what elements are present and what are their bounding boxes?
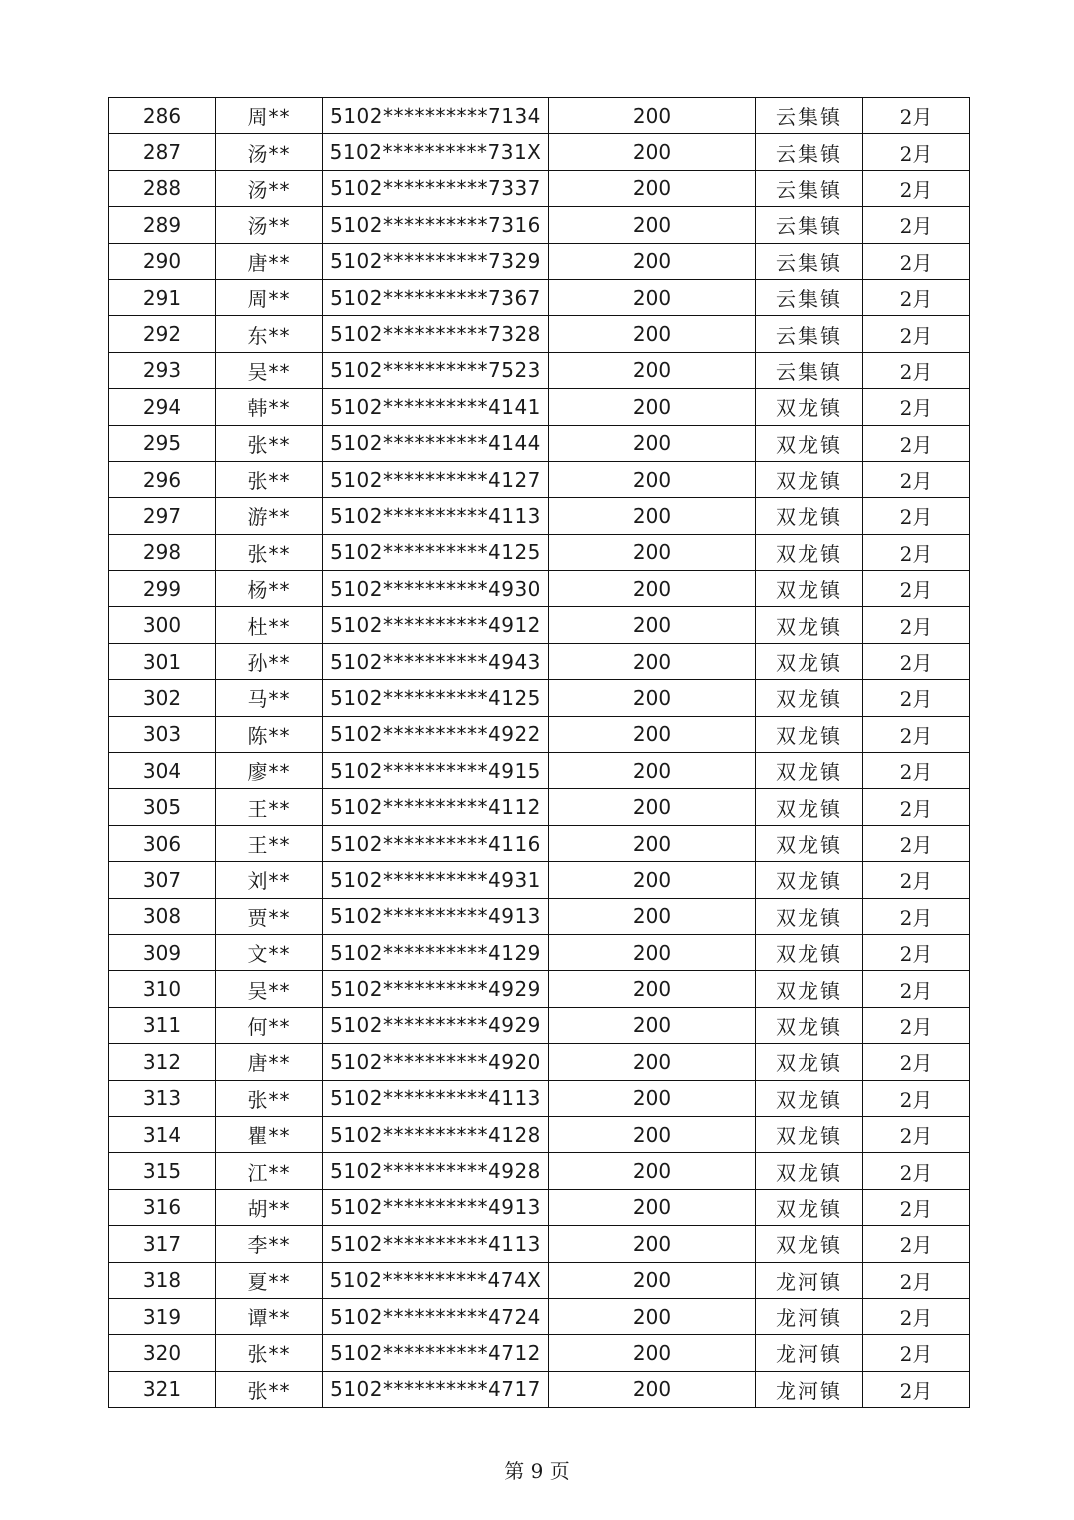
table-row — [109, 898, 970, 934]
town-cell: 龙河镇 — [756, 1335, 863, 1371]
month-cell: 2月 — [863, 98, 970, 134]
id-number-cell: 5102**********7134 — [323, 98, 549, 134]
table-row — [109, 1153, 970, 1189]
row-number-cell: 314 — [109, 1116, 216, 1152]
month-cell: 2月 — [863, 279, 970, 315]
town-cell: 双龙镇 — [756, 862, 863, 898]
table-row — [109, 1298, 970, 1334]
amount-cell: 200 — [549, 1007, 756, 1043]
month-cell: 2月 — [863, 243, 970, 279]
amount-cell: 200 — [549, 716, 756, 752]
town-cell: 双龙镇 — [756, 934, 863, 970]
amount-cell: 200 — [549, 934, 756, 970]
amount-cell: 200 — [549, 643, 756, 679]
table-row — [109, 716, 970, 752]
town-cell: 双龙镇 — [756, 753, 863, 789]
table-row — [109, 571, 970, 607]
name-cell: 瞿** — [216, 1116, 323, 1152]
month-cell: 2月 — [863, 934, 970, 970]
row-number-cell: 300 — [109, 607, 216, 643]
table-row — [109, 134, 970, 170]
name-cell: 杜** — [216, 607, 323, 643]
name-cell: 唐** — [216, 1044, 323, 1080]
id-number-cell: 5102**********4930 — [323, 571, 549, 607]
amount-cell: 200 — [549, 425, 756, 461]
town-cell: 双龙镇 — [756, 1044, 863, 1080]
month-cell: 2月 — [863, 680, 970, 716]
amount-cell: 200 — [549, 1116, 756, 1152]
id-number-cell: 5102**********4929 — [323, 971, 549, 1007]
amount-cell: 200 — [549, 571, 756, 607]
id-number-cell: 5102**********4943 — [323, 643, 549, 679]
amount-cell: 200 — [549, 389, 756, 425]
month-cell: 2月 — [863, 170, 970, 206]
town-cell: 云集镇 — [756, 279, 863, 315]
name-cell: 吴** — [216, 352, 323, 388]
table-row — [109, 534, 970, 570]
town-cell: 云集镇 — [756, 134, 863, 170]
id-number-cell: 5102**********4717 — [323, 1371, 549, 1407]
town-cell: 双龙镇 — [756, 1116, 863, 1152]
town-cell: 云集镇 — [756, 243, 863, 279]
amount-cell: 200 — [549, 753, 756, 789]
table-row — [109, 680, 970, 716]
amount-cell: 200 — [549, 898, 756, 934]
amount-cell: 200 — [549, 316, 756, 352]
amount-cell: 200 — [549, 134, 756, 170]
row-number-cell: 297 — [109, 498, 216, 534]
table-row — [109, 1044, 970, 1080]
id-number-cell: 5102**********7316 — [323, 207, 549, 243]
month-cell: 2月 — [863, 1226, 970, 1262]
table-row — [109, 753, 970, 789]
table-row — [109, 643, 970, 679]
name-cell: 文** — [216, 934, 323, 970]
town-cell: 双龙镇 — [756, 425, 863, 461]
town-cell: 云集镇 — [756, 316, 863, 352]
name-cell: 东** — [216, 316, 323, 352]
month-cell: 2月 — [863, 825, 970, 861]
town-cell: 龙河镇 — [756, 1262, 863, 1298]
month-cell: 2月 — [863, 971, 970, 1007]
name-cell: 江** — [216, 1153, 323, 1189]
row-number-cell: 315 — [109, 1153, 216, 1189]
name-cell: 杨** — [216, 571, 323, 607]
row-number-cell: 288 — [109, 170, 216, 206]
id-number-cell: 5102**********4125 — [323, 680, 549, 716]
table-row — [109, 461, 970, 497]
amount-cell: 200 — [549, 789, 756, 825]
table-row — [109, 279, 970, 315]
table-row — [109, 1262, 970, 1298]
row-number-cell: 291 — [109, 279, 216, 315]
row-number-cell: 301 — [109, 643, 216, 679]
amount-cell: 200 — [549, 534, 756, 570]
id-number-cell: 5102**********7337 — [323, 170, 549, 206]
name-cell: 张** — [216, 461, 323, 497]
table-row — [109, 389, 970, 425]
town-cell: 双龙镇 — [756, 461, 863, 497]
town-cell: 双龙镇 — [756, 971, 863, 1007]
month-cell: 2月 — [863, 862, 970, 898]
amount-cell: 200 — [549, 170, 756, 206]
table-row — [109, 207, 970, 243]
id-number-cell: 5102**********4141 — [323, 389, 549, 425]
row-number-cell: 292 — [109, 316, 216, 352]
name-cell: 唐** — [216, 243, 323, 279]
id-number-cell: 5102**********4712 — [323, 1335, 549, 1371]
id-number-cell: 5102**********4724 — [323, 1298, 549, 1334]
row-number-cell: 320 — [109, 1335, 216, 1371]
amount-cell: 200 — [549, 352, 756, 388]
id-number-cell: 5102**********731X — [323, 134, 549, 170]
town-cell: 龙河镇 — [756, 1371, 863, 1407]
month-cell: 2月 — [863, 607, 970, 643]
id-number-cell: 5102**********4128 — [323, 1116, 549, 1152]
amount-cell: 200 — [549, 1226, 756, 1262]
month-cell: 2月 — [863, 134, 970, 170]
row-number-cell: 287 — [109, 134, 216, 170]
town-cell: 双龙镇 — [756, 1189, 863, 1225]
month-cell: 2月 — [863, 1044, 970, 1080]
id-number-cell: 5102**********4928 — [323, 1153, 549, 1189]
town-cell: 双龙镇 — [756, 825, 863, 861]
amount-cell: 200 — [549, 461, 756, 497]
name-cell: 张** — [216, 1080, 323, 1116]
row-number-cell: 310 — [109, 971, 216, 1007]
page-number: 第 9 页 — [504, 1459, 570, 1483]
month-cell: 2月 — [863, 461, 970, 497]
town-cell: 双龙镇 — [756, 389, 863, 425]
name-cell: 周** — [216, 279, 323, 315]
id-number-cell: 5102**********4113 — [323, 1080, 549, 1116]
month-cell: 2月 — [863, 425, 970, 461]
name-cell: 刘** — [216, 862, 323, 898]
month-cell: 2月 — [863, 1189, 970, 1225]
town-cell: 双龙镇 — [756, 680, 863, 716]
month-cell: 2月 — [863, 898, 970, 934]
table-row — [109, 98, 970, 134]
table-row — [109, 607, 970, 643]
name-cell: 周** — [216, 98, 323, 134]
row-number-cell: 299 — [109, 571, 216, 607]
amount-cell: 200 — [549, 607, 756, 643]
month-cell: 2月 — [863, 571, 970, 607]
row-number-cell: 296 — [109, 461, 216, 497]
month-cell: 2月 — [863, 1262, 970, 1298]
amount-cell: 200 — [549, 862, 756, 898]
month-cell: 2月 — [863, 498, 970, 534]
row-number-cell: 295 — [109, 425, 216, 461]
id-number-cell: 5102**********4913 — [323, 1189, 549, 1225]
id-number-cell: 5102**********4144 — [323, 425, 549, 461]
table-row — [109, 1335, 970, 1371]
table-row — [109, 1371, 970, 1407]
month-cell: 2月 — [863, 1080, 970, 1116]
month-cell: 2月 — [863, 789, 970, 825]
row-number-cell: 312 — [109, 1044, 216, 1080]
row-number-cell: 305 — [109, 789, 216, 825]
month-cell: 2月 — [863, 389, 970, 425]
id-number-cell: 5102**********4929 — [323, 1007, 549, 1043]
id-number-cell: 5102**********4112 — [323, 789, 549, 825]
name-cell: 李** — [216, 1226, 323, 1262]
id-number-cell: 5102**********4912 — [323, 607, 549, 643]
month-cell: 2月 — [863, 207, 970, 243]
town-cell: 云集镇 — [756, 98, 863, 134]
amount-cell: 200 — [549, 243, 756, 279]
amount-cell: 200 — [549, 971, 756, 1007]
row-number-cell: 302 — [109, 680, 216, 716]
amount-cell: 200 — [549, 98, 756, 134]
name-cell: 汤** — [216, 134, 323, 170]
amount-cell: 200 — [549, 680, 756, 716]
table-row — [109, 789, 970, 825]
table-row — [109, 825, 970, 861]
town-cell: 云集镇 — [756, 352, 863, 388]
name-cell: 孙** — [216, 643, 323, 679]
id-number-cell: 5102**********4931 — [323, 862, 549, 898]
name-cell: 夏** — [216, 1262, 323, 1298]
id-number-cell: 5102**********4922 — [323, 716, 549, 752]
row-number-cell: 290 — [109, 243, 216, 279]
id-number-cell: 5102**********474X — [323, 1262, 549, 1298]
row-number-cell: 289 — [109, 207, 216, 243]
row-number-cell: 294 — [109, 389, 216, 425]
roster-table-body — [109, 98, 970, 1408]
table-row — [109, 1189, 970, 1225]
table-row — [109, 1226, 970, 1262]
row-number-cell: 293 — [109, 352, 216, 388]
row-number-cell: 309 — [109, 934, 216, 970]
amount-cell: 200 — [549, 1298, 756, 1334]
id-number-cell: 5102**********4113 — [323, 1226, 549, 1262]
row-number-cell: 318 — [109, 1262, 216, 1298]
month-cell: 2月 — [863, 716, 970, 752]
name-cell: 韩** — [216, 389, 323, 425]
name-cell: 贾** — [216, 898, 323, 934]
month-cell: 2月 — [863, 1007, 970, 1043]
table-row — [109, 1116, 970, 1152]
amount-cell: 200 — [549, 1371, 756, 1407]
amount-cell: 200 — [549, 825, 756, 861]
table-row — [109, 1007, 970, 1043]
town-cell: 双龙镇 — [756, 1080, 863, 1116]
table-row — [109, 498, 970, 534]
table-row — [109, 862, 970, 898]
row-number-cell: 311 — [109, 1007, 216, 1043]
name-cell: 张** — [216, 1371, 323, 1407]
table-row — [109, 425, 970, 461]
amount-cell: 200 — [549, 279, 756, 315]
name-cell: 张** — [216, 1335, 323, 1371]
month-cell: 2月 — [863, 1371, 970, 1407]
town-cell: 双龙镇 — [756, 498, 863, 534]
id-number-cell: 5102**********4129 — [323, 934, 549, 970]
month-cell: 2月 — [863, 643, 970, 679]
name-cell: 张** — [216, 425, 323, 461]
row-number-cell: 303 — [109, 716, 216, 752]
town-cell: 双龙镇 — [756, 789, 863, 825]
town-cell: 云集镇 — [756, 170, 863, 206]
town-cell: 双龙镇 — [756, 1226, 863, 1262]
amount-cell: 200 — [549, 207, 756, 243]
name-cell: 胡** — [216, 1189, 323, 1225]
name-cell: 汤** — [216, 207, 323, 243]
row-number-cell: 298 — [109, 534, 216, 570]
table-row — [109, 934, 970, 970]
table-row — [109, 352, 970, 388]
town-cell: 双龙镇 — [756, 1153, 863, 1189]
town-cell: 双龙镇 — [756, 898, 863, 934]
month-cell: 2月 — [863, 1335, 970, 1371]
name-cell: 游** — [216, 498, 323, 534]
amount-cell: 200 — [549, 1080, 756, 1116]
town-cell: 双龙镇 — [756, 1007, 863, 1043]
table-row — [109, 1080, 970, 1116]
name-cell: 吴** — [216, 971, 323, 1007]
name-cell: 陈** — [216, 716, 323, 752]
id-number-cell: 5102**********4116 — [323, 825, 549, 861]
id-number-cell: 5102**********7367 — [323, 279, 549, 315]
name-cell: 马** — [216, 680, 323, 716]
row-number-cell: 304 — [109, 753, 216, 789]
row-number-cell: 319 — [109, 1298, 216, 1334]
id-number-cell: 5102**********4125 — [323, 534, 549, 570]
name-cell: 谭** — [216, 1298, 323, 1334]
amount-cell: 200 — [549, 1189, 756, 1225]
row-number-cell: 316 — [109, 1189, 216, 1225]
name-cell: 张** — [216, 534, 323, 570]
row-number-cell: 306 — [109, 825, 216, 861]
name-cell: 何** — [216, 1007, 323, 1043]
amount-cell: 200 — [549, 1335, 756, 1371]
town-cell: 双龙镇 — [756, 643, 863, 679]
id-number-cell: 5102**********4920 — [323, 1044, 549, 1080]
id-number-cell: 5102**********4113 — [323, 498, 549, 534]
row-number-cell: 307 — [109, 862, 216, 898]
town-cell: 双龙镇 — [756, 534, 863, 570]
month-cell: 2月 — [863, 352, 970, 388]
month-cell: 2月 — [863, 1116, 970, 1152]
table-row — [109, 971, 970, 1007]
row-number-cell: 321 — [109, 1371, 216, 1407]
row-number-cell: 317 — [109, 1226, 216, 1262]
id-number-cell: 5102**********7328 — [323, 316, 549, 352]
town-cell: 双龙镇 — [756, 607, 863, 643]
table-row — [109, 170, 970, 206]
amount-cell: 200 — [549, 1153, 756, 1189]
id-number-cell: 5102**********7329 — [323, 243, 549, 279]
name-cell: 王** — [216, 825, 323, 861]
row-number-cell: 286 — [109, 98, 216, 134]
town-cell: 双龙镇 — [756, 571, 863, 607]
row-number-cell: 313 — [109, 1080, 216, 1116]
table-row — [109, 243, 970, 279]
amount-cell: 200 — [549, 1044, 756, 1080]
name-cell: 廖** — [216, 753, 323, 789]
month-cell: 2月 — [863, 753, 970, 789]
amount-cell: 200 — [549, 1262, 756, 1298]
month-cell: 2月 — [863, 316, 970, 352]
month-cell: 2月 — [863, 534, 970, 570]
month-cell: 2月 — [863, 1298, 970, 1334]
month-cell: 2月 — [863, 1153, 970, 1189]
roster-table — [108, 97, 970, 1408]
name-cell: 王** — [216, 789, 323, 825]
id-number-cell: 5102**********4915 — [323, 753, 549, 789]
town-cell: 双龙镇 — [756, 716, 863, 752]
name-cell: 汤** — [216, 170, 323, 206]
town-cell: 龙河镇 — [756, 1298, 863, 1334]
id-number-cell: 5102**********7523 — [323, 352, 549, 388]
id-number-cell: 5102**********4913 — [323, 898, 549, 934]
amount-cell: 200 — [549, 498, 756, 534]
id-number-cell: 5102**********4127 — [323, 461, 549, 497]
table-row — [109, 316, 970, 352]
row-number-cell: 308 — [109, 898, 216, 934]
town-cell: 云集镇 — [756, 207, 863, 243]
